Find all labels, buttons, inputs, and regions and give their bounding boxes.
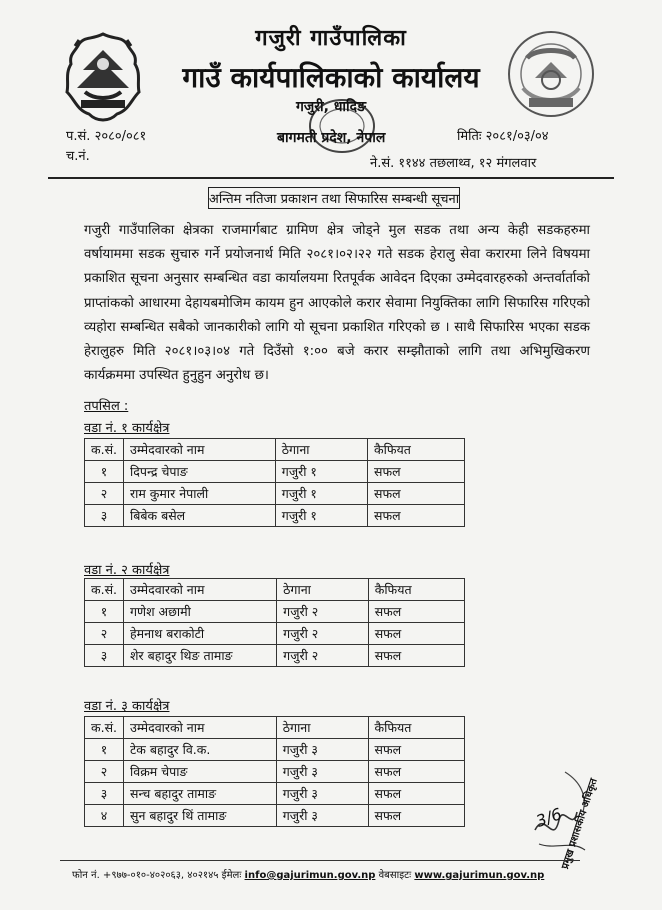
footer-rule (60, 860, 580, 861)
office-place: गजुरी, धादिङ (296, 99, 367, 115)
table-row (85, 483, 465, 505)
municipality-name: गजुरी गाउँपालिका (255, 26, 407, 51)
header-rule (48, 177, 614, 179)
footer-website[interactable]: www.gajurimun.gov.np (414, 870, 545, 881)
notice-title: अन्तिम नतिजा प्रकाशन तथा सिफारिस सम्बन्धी सूचना (208, 192, 460, 207)
cell-remarks: सफल (368, 505, 465, 527)
table-row (85, 783, 465, 805)
cell-remarks: सफल (368, 739, 464, 761)
cell-sn: २ (85, 623, 124, 645)
cell-remarks: सफल (368, 645, 464, 667)
footer-phone: फोन नं. +९७७-०१०-४०२०६३, ४०२१४५ ईमेलः (72, 870, 242, 881)
cell-address: गजुरी १ (275, 483, 367, 505)
cell-remarks: सफल (368, 761, 464, 783)
cell-sn: ३ (85, 783, 124, 805)
cell-remarks: सफल (368, 461, 465, 483)
cell-remarks: सफल (368, 601, 464, 623)
notice-body: गजुरी गाउँपालिका क्षेत्रका राजमार्गबाट ग्रामिण क्षेत्र जोड्ने मुल सडक तथा अन्य केही सडकहरुमा वर्षायाममा सडक सुचारु गर्ने प्रयोजनार्थ मिति २०८१।०२।२२ गते सडक हेरालु सेवा करारमा लिने विषयमा प्रकाशित सूचना अनुसार सम्बन्धित वडा कार्यालयमा रितपूर्वक आवेदन दिएका उम्मेदवारहरुको अन्तर्वार्ताको प्राप्तांकको आधारमा देहायबमोजिम कायम हुन आएकोले करार सेवामा नियुक्तिका लागि सिफारिस गरिएको व्यहोरा सम्बन्धित सबैको जानकारीको लागि यो सूचना प्रकाशित गरिएको छ । साथै सिफारिस भएका सडक हेरालुहरु मिति २०८१।०३।०४ गते दिउँसो १:०० बजे करार सम्झौताको लागि तथा अभिमुखिकरण कार्यक्रममा उपस्थित हुनुहुन अनुरोध छ। (84, 223, 590, 384)
header-remarks: कैफियत (368, 579, 464, 601)
table-row (85, 623, 465, 645)
ward-1-table (84, 438, 465, 527)
header-sn: क.सं. (85, 717, 124, 739)
cell-address: गजुरी २ (277, 623, 369, 645)
header-sn: क.सं. (85, 439, 124, 461)
cell-name: सुन बहादुर थिं तामाङ (124, 805, 277, 827)
header-address: ठेगाना (277, 579, 369, 601)
table-row (85, 461, 465, 483)
signature-initials: 3/6 (533, 804, 565, 831)
footer-contact (72, 867, 544, 881)
table-header-row (85, 717, 465, 739)
header-remarks: कैफियत (368, 439, 465, 461)
cell-name: गणेश अछामी (124, 601, 277, 623)
cell-name: दिपन्द्र चेपाङ (124, 461, 276, 483)
cell-address: गजुरी ३ (276, 739, 368, 761)
reference-number: प.सं. २०८०/०८१ (66, 129, 147, 144)
table-header-row (85, 579, 465, 601)
cell-sn: २ (85, 761, 124, 783)
cell-sn: २ (85, 483, 124, 505)
table-row (85, 645, 465, 667)
cell-sn: ४ (85, 805, 124, 827)
header-address: ठेगाना (275, 439, 367, 461)
header-name: उम्मेदवारको नाम (124, 579, 277, 601)
cell-name: राम कुमार नेपाली (124, 483, 276, 505)
cell-name: सन्च बहादुर तामाङ (124, 783, 277, 805)
cell-remarks: सफल (368, 623, 464, 645)
table-row (85, 805, 465, 827)
cell-sn: ३ (85, 645, 124, 667)
header-name: उम्मेदवारको नाम (124, 717, 277, 739)
cell-address: गजुरी १ (275, 505, 367, 527)
ward-2-heading: वडा नं. २ कार्यक्षेत्र (84, 563, 170, 578)
header-address: ठेगाना (276, 717, 368, 739)
cell-remarks: सफल (368, 483, 465, 505)
cell-address: गजुरी ३ (276, 805, 368, 827)
cell-sn: ३ (85, 505, 124, 527)
ward-2-table (84, 578, 465, 667)
cell-sn: १ (85, 739, 124, 761)
cell-sn: १ (85, 461, 124, 483)
table-row (85, 739, 465, 761)
header-sn: क.सं. (85, 579, 124, 601)
cell-name: हेमनाथ बराकोटी (124, 623, 277, 645)
footer-website-label: वेबसाइटः (378, 870, 412, 881)
ward-3-heading: वडा नं. ३ कार्यक्षेत्र (84, 699, 170, 714)
cell-name: टेक बहादुर वि.क. (124, 739, 277, 761)
cell-address: गजुरी ३ (276, 761, 368, 783)
cell-address: गजुरी ३ (276, 783, 368, 805)
header-name: उम्मेदवारको नाम (124, 439, 276, 461)
table-header-row (85, 439, 465, 461)
details-heading: तपसिल : (84, 399, 129, 414)
cell-name: बिबेक बसेल (124, 505, 276, 527)
cell-address: गजुरी २ (277, 601, 369, 623)
cell-remarks: सफल (368, 805, 464, 827)
nepal-sambat-date: ने.सं. ११४४ तछलाथ्व, १२ मंगलवार (370, 156, 537, 171)
ward-1-heading: वडा नं. १ कार्यक्षेत्र (84, 421, 170, 436)
cell-name: शेर बहादुर थिङ तामाङ (124, 645, 277, 667)
office-name: गाउँ कार्यपालिकाको कार्यालय (182, 61, 480, 94)
footer-email[interactable]: info@gajurimun.gov.np (244, 870, 376, 881)
cell-name: विक्रम चेपाङ (124, 761, 277, 783)
cell-address: गजुरी १ (275, 461, 367, 483)
cell-sn: १ (85, 601, 124, 623)
header-remarks: कैफियत (368, 717, 464, 739)
cell-address: गजुरी २ (277, 645, 369, 667)
issue-date: मितिः २०८१/०३/०४ (457, 129, 549, 144)
official-title: प्रमुख प्रशासकीय अधिकृत (560, 777, 600, 871)
dispatch-number: च.नं. (66, 149, 90, 164)
table-row (85, 761, 465, 783)
table-row (85, 601, 465, 623)
office-province: बागमती प्रदेश, नेपाल (277, 130, 386, 146)
ward-3-table (84, 716, 465, 827)
table-row (85, 505, 465, 527)
cell-remarks: सफल (368, 783, 464, 805)
